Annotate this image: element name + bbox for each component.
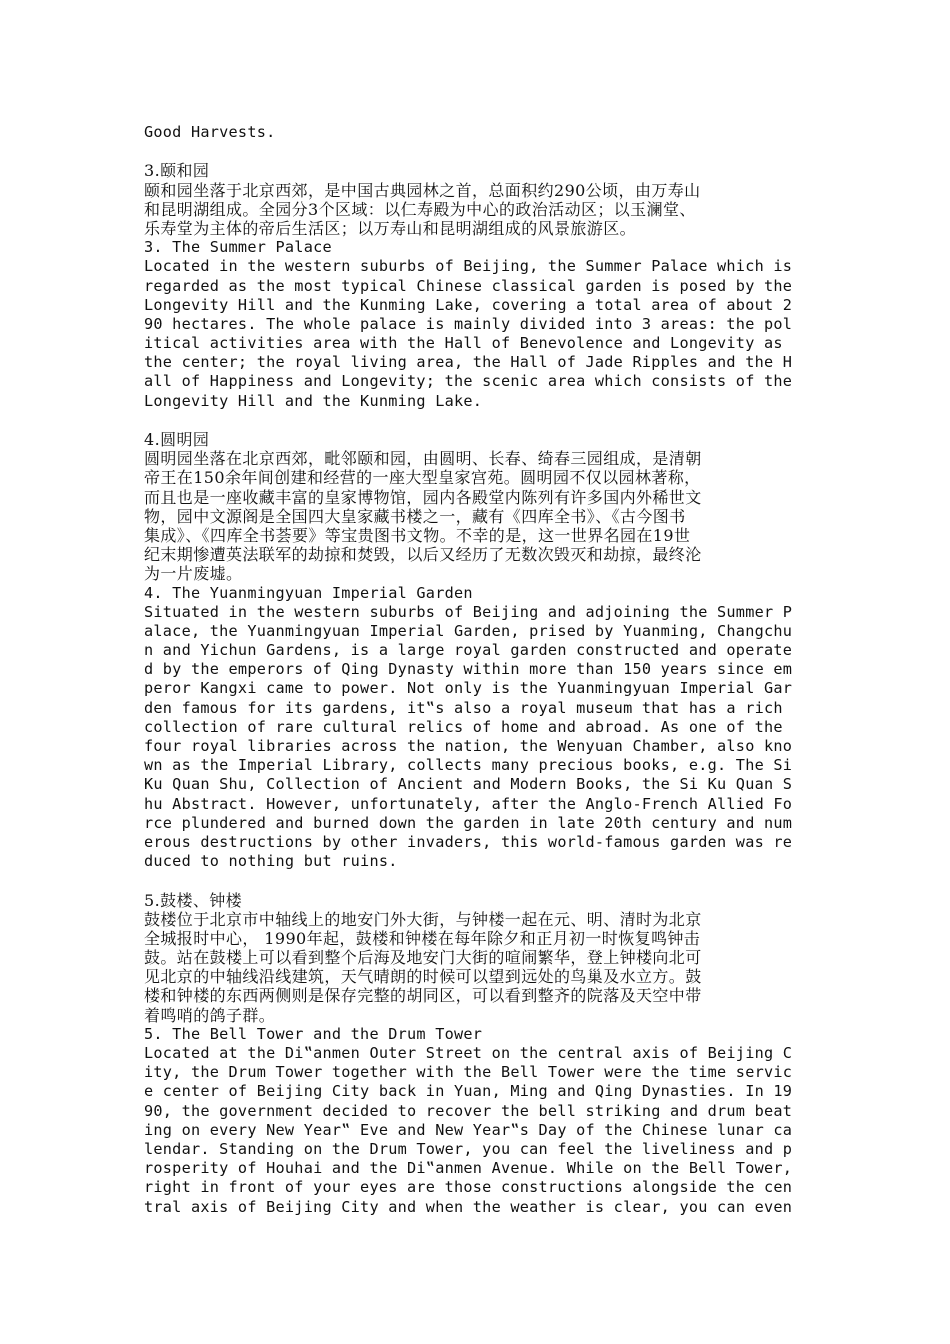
en-heading: 3. The Summer Palace (144, 238, 332, 257)
zh-heading: 3.颐和园 (144, 161, 210, 181)
en-paragraph-line: rce plundered and burned down the garden in late 20th century and num (144, 813, 793, 832)
zh-paragraph-line: 乐寿堂为主体的帝后生活区；以万寿山和昆明湖组成的风景旅游区。 (144, 218, 637, 238)
zh-paragraph-line: 着鸣哨的鸽子群。 (144, 1005, 276, 1025)
zh-paragraph-line: 圆明园坐落在北京西郊，毗邻颐和园，由圆明、长春、绮春三园组成，是清朝 (144, 449, 702, 469)
en-heading: 5. The Bell Tower and the Drum Tower (144, 1024, 483, 1043)
section-summer-palace (144, 161, 808, 410)
document-page (144, 123, 808, 1217)
en-paragraph-line: itical activities area with the Hall of Benevolence and Longevity as (144, 334, 783, 353)
zh-paragraph-line: 帝王在150余年间创建和经营的一座大型皇家宫苑。圆明园不仅以园林著称， (144, 468, 701, 488)
zh-paragraph-line: 而且也是一座收藏丰富的皇家博物馆，园内各殿堂内陈列有许多国内外稀世文 (144, 487, 702, 507)
en-paragraph-line: wn as the Imperial Library, collects many precious books, e.g. The Si (144, 756, 793, 775)
en-paragraph-line: n and Yichun Gardens, is a large royal garden constructed and operate (144, 641, 793, 660)
en-paragraph-line: all of Happiness and Longevity; the scenic area which consists of the (144, 372, 793, 391)
section-yuanmingyuan (144, 430, 808, 871)
en-paragraph-line: 90, the government decided to recover the bell striking and drum beat (144, 1101, 793, 1120)
en-paragraph-line: ing on every New Year‟ Eve and New Year‟s Day of the Chinese lunar ca (144, 1120, 793, 1139)
paragraph-gap (144, 411, 808, 430)
paragraph-gap (144, 142, 808, 161)
zh-paragraph-line: 集成》、《四库全书荟要》等宝贵图书文物。不幸的是，这一世界名园在19世 (144, 525, 691, 545)
zh-paragraph-line: 为一片废墟。 (144, 564, 243, 584)
en-paragraph-line: tral axis of Beijing City and when the weather is clear, you can even (144, 1197, 793, 1216)
en-paragraph-line: den famous for its gardens, it‟s also a royal museum that has a rich (144, 698, 783, 717)
zh-paragraph-line: 全城报时中心， 1990年起，鼓楼和钟楼在每年除夕和正月初一时恢复鸣钟击 (144, 928, 701, 948)
en-paragraph-line: four royal libraries across the nation, the Wenyuan Chamber, also kno (144, 737, 793, 755)
en-paragraph-line: e center of Beijing City back in Yuan, Ming and Qing Dynasties. In 19 (144, 1082, 793, 1101)
en-paragraph-line: d by the emperors of Qing Dynasty within more than 150 years since em (144, 660, 793, 679)
en-paragraph-line: peror Kangxi came to power. Not only is the Yuanmingyuan Imperial Gar (144, 679, 793, 698)
en-paragraph-line: erous destructions by other invaders, this world-famous garden was re (144, 832, 793, 851)
zh-paragraph-line: 颐和园坐落于北京西郊，是中国古典园林之首，总面积约290公顷，由万寿山 (144, 180, 701, 200)
zh-heading: 4.圆明园 (144, 430, 210, 449)
en-paragraph-line: right in front of your eyes are those constructions alongside the cen (144, 1178, 793, 1197)
zh-paragraph-line: 楼和钟楼的东西两侧则是保存完整的胡同区，可以看到整齐的院落及天空中带 (144, 986, 702, 1006)
en-paragraph-line: Situated in the western suburbs of Beijing and adjoining the Summer P (144, 602, 793, 621)
zh-paragraph-line: 见北京的中轴线沿线建筑，天气晴朗的时候可以望到远处的鸟巢及水立方。鼓 (144, 967, 702, 987)
intro-line: Good Harvests. (144, 123, 276, 141)
en-heading: 4. The Yuanmingyuan Imperial Garden (144, 583, 473, 602)
paragraph-gap (144, 871, 808, 890)
zh-paragraph-line: 鼓。站在鼓楼上可以看到整个后海及地安门大街的喧闹繁华，登上钟楼向北可 (144, 948, 702, 968)
en-paragraph-line: alace, the Yuanmingyuan Imperial Garden, prised by Yuanming, Changchu (144, 621, 793, 640)
en-paragraph-line: collection of rare cultural relics of home and abroad. As one of the (144, 717, 783, 736)
en-paragraph-line: 90 hectares. The whole palace is mainly divided into 3 areas: the pol (144, 314, 793, 333)
en-paragraph-line: Longevity Hill and the Kunming Lake, covering a total area of about 2 (144, 295, 793, 314)
en-paragraph-line: duced to nothing but ruins. (144, 852, 398, 871)
zh-paragraph-line: 物，园中文源阁是全国四大皇家藏书楼之一，藏有《四库全书》、《古今图书 (144, 506, 686, 526)
zh-paragraph-line: 纪末期惨遭英法联军的劫掠和焚毁，以后又经历了无数次毁灭和劫掠，最终沦 (144, 545, 702, 565)
en-paragraph-line: rosperity of Houhai and the Di‟anmen Avenue. While on the Bell Tower, (144, 1159, 793, 1178)
en-paragraph-line: hu Abstract. However, unfortunately, after the Anglo-French Allied Fo (144, 794, 793, 813)
zh-paragraph-line: 鼓楼位于北京市中轴线上的地安门外大街，与钟楼一起在元、明、清时为北京 (144, 909, 702, 929)
en-paragraph-line: Ku Quan Shu, Collection of Ancient and Modern Books, the Si Ku Quan S (144, 775, 793, 794)
zh-heading: 5.鼓楼、钟楼 (144, 890, 243, 910)
en-paragraph-line: ity, the Drum Tower together with the Bell Tower were the time servic (144, 1063, 793, 1082)
en-paragraph-line: lendar. Standing on the Drum Tower, you can feel the liveliness and p (144, 1139, 793, 1158)
en-paragraph-line: Located in the western suburbs of Beijing, the Summer Palace which is (144, 257, 793, 276)
en-paragraph-line: the center; the royal living area, the Hall of Jade Ripples and the H (144, 353, 793, 372)
section-bell-drum-tower (144, 891, 808, 1217)
en-paragraph-line: regarded as the most typical Chinese classical garden is posed by the (144, 276, 793, 295)
en-paragraph-line: Longevity Hill and the Kunming Lake. (144, 391, 483, 410)
zh-paragraph-line: 和昆明湖组成。全园分3个区域：以仁寿殿为中心的政治活动区；以玉澜堂、 (144, 199, 696, 219)
en-paragraph-line: Located at the Di‟anmen Outer Street on the central axis of Beijing C (144, 1044, 793, 1062)
